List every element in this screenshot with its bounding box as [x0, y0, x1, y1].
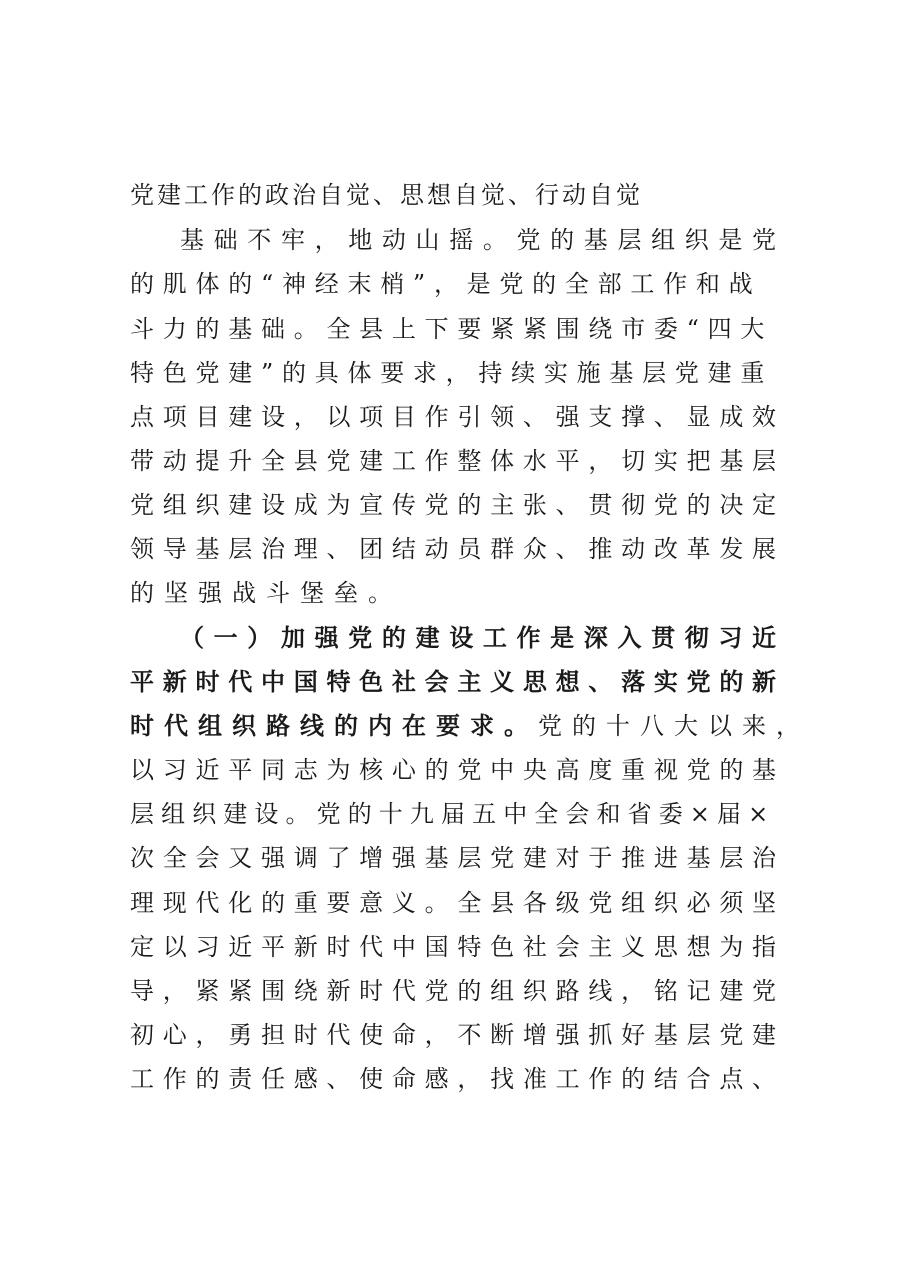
bold-subheading-tail: 时代组织路线的内在要求。: [130, 711, 538, 740]
paragraph-line: 的肌体的“神经末梢”，是党的全部工作和战: [130, 270, 762, 298]
section-heading: 党建工作的政治自觉、思想自觉、行动自觉: [130, 181, 643, 209]
paragraph-line-rest: 党的十八大以来，: [538, 712, 810, 740]
paragraph-line: 定以习近平新时代中国特色社会主义思想为指: [130, 933, 785, 961]
paragraph-line: 理现代化的重要意义。全县各级党组织必须坚: [130, 889, 785, 917]
paragraph-line: 带动提升全县党建工作整体水平，切实把基层: [130, 447, 785, 475]
paragraph-line: 以习近平同志为核心的党中央高度重视党的基: [130, 756, 785, 784]
paragraph-line: 导，紧紧围绕新时代党的组织路线，铭记建党: [130, 977, 785, 1005]
mixed-line: [130, 708, 810, 744]
paragraph-line: 特色党建”的具体要求，持续实施基层党建重: [130, 359, 774, 387]
paragraph-line: 工作的责任感、使命感，找准工作的结合点、: [130, 1065, 785, 1093]
paragraph-line: 党组织建设成为宣传党的主张、贯彻党的决定: [130, 491, 785, 519]
paragraph-line: 基础不牢，地动山摇。党的基层组织是党: [180, 226, 786, 254]
paragraph-line: 领导基层治理、团结动员群众、推动改革发展: [130, 535, 785, 563]
paragraph-line: 初心，勇担时代使命，不断增强抓好基层党建: [130, 1021, 785, 1049]
paragraph-line: 的坚强战斗堡垒。: [130, 579, 402, 607]
bold-subheading-line: 平新时代中国特色社会主义思想、落实党的新: [130, 667, 785, 696]
paragraph-line: 层组织建设。党的十九届五中全会和省委×届×: [130, 800, 776, 828]
paragraph-line: 点项目建设，以项目作引领、强支撑、显成效: [130, 403, 785, 431]
bold-subheading-line: （一）加强党的建设工作是深入贯彻习近: [180, 623, 786, 652]
paragraph-line: 斗力的基础。全县上下要紧紧围绕市委“四大: [130, 315, 774, 343]
paragraph-line: 次全会又强调了增强基层党建对于推进基层治: [130, 844, 785, 872]
